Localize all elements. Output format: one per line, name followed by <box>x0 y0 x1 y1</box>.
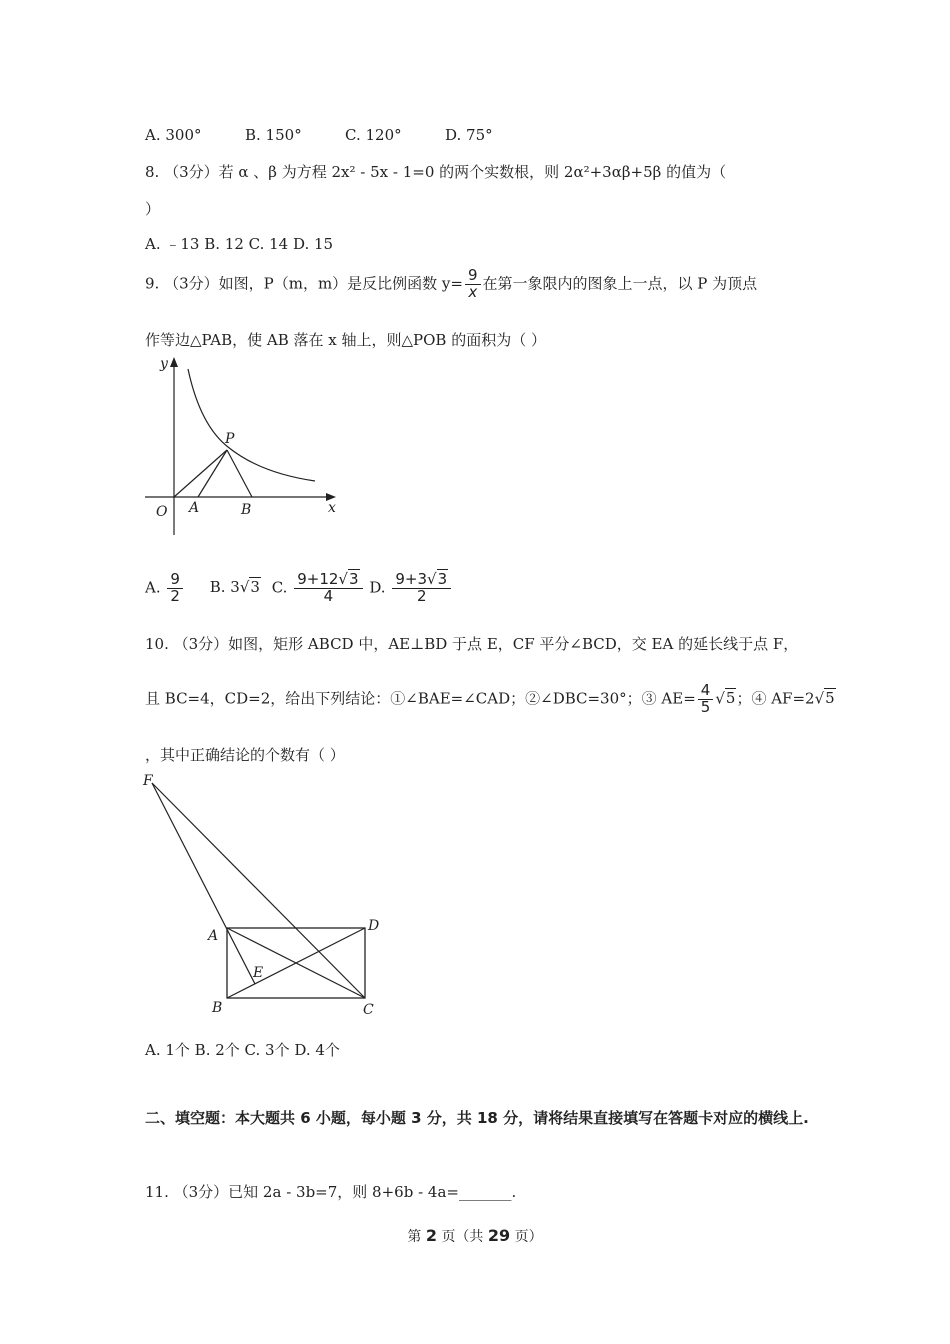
q10-options: A. 1个 B. 2个 C. 3个 D. 4个 <box>145 1041 340 1059</box>
footer-pre: 第 <box>407 1229 422 1245</box>
q8-stem-line1: 8. （3分）若 α 、β 为方程 2x² - 5x - 1=0 的两个实数根，则 2α²+3αβ+5β 的值为（ <box>145 163 727 181</box>
q9-stem-post: 在第一象限内的图象上一点，以 P 为顶点 <box>482 274 758 293</box>
q9-fraction <box>465 268 481 301</box>
q9-segment-op <box>174 450 227 497</box>
q10-label-a: A <box>208 928 219 944</box>
q9-opt-d-num-pre: 9+3 <box>395 570 428 588</box>
q9-label-y: y <box>160 356 168 372</box>
q9-label-x: x <box>328 500 336 516</box>
q10-stem-line1: 10. （3分）如图，矩形 ABCD 中，AE⊥BD 于点 E，CF 平分∠BCD，交 EA 的延长线于点 F， <box>145 635 799 653</box>
q10-label-e: E <box>253 965 264 981</box>
q9-opt-a-den: 2 <box>170 586 180 605</box>
q9-opt-a-label: A. <box>145 578 161 597</box>
q9-opt-b-rad: 3 <box>250 578 260 597</box>
q9-stem-line2: 作等边△PAB，使 AB 落在 x 轴上，则△POB 的面积为（ ） <box>145 331 546 349</box>
q8-stem-line2: ） <box>145 200 161 218</box>
q8-options: A. ﹣13 B. 12 C. 14 D. 15 <box>145 235 334 253</box>
q7-option-a: A. 300° <box>145 126 202 144</box>
q9-opt-c-num-pre: 9+12 <box>297 570 339 588</box>
q7-options <box>145 126 493 144</box>
q9-opt-c-frac: $\frac{9+12√3}{4}$ <box>294 572 362 605</box>
section2-title: 二、填空题：本大题共 6 小题，每小题 3 分，共 18 分，请将结果直接填写在答题卡对应的横线上. <box>145 1109 809 1127</box>
q9-opt-d-label: D. <box>369 578 386 597</box>
q9-label-o: O <box>156 504 168 520</box>
q10-rad-1: 5 <box>725 689 736 708</box>
q10-stem-line2-pre: 且 BC=4，CD=2，给出下列结论：①∠BAE=∠CAD；②∠DBC=30°；③ AE= <box>145 689 696 708</box>
q10-frac-den: 5 <box>700 697 711 716</box>
q9-opt-d-frac: $\frac{9+3√3}{2}$ <box>392 572 451 605</box>
q9-opt-c-num-rad: 3 <box>348 570 359 588</box>
q9-label-b: B <box>241 502 252 518</box>
q9-figure <box>140 355 350 540</box>
q9-y-arrow <box>170 357 178 367</box>
footer-mid: 页（共 <box>441 1229 484 1245</box>
q9-segment-bp <box>227 450 252 497</box>
q10-label-b: B <box>212 1000 223 1016</box>
q10-fraction <box>698 683 714 716</box>
q9-opt-c-label: C. <box>271 578 288 597</box>
q10-figure <box>140 770 390 1020</box>
q9-label-p: P <box>225 431 235 447</box>
q10-segment-fe <box>152 783 255 984</box>
footer-total-pages: 29 <box>487 1226 511 1245</box>
q7-option-c: C. 120° <box>345 126 402 144</box>
page-footer <box>0 1226 950 1246</box>
q9-opt-d-den: 2 <box>416 586 427 605</box>
q9-stem-pre: 9. （3分）如图，P（m，m）是反比例函数 y= <box>145 274 463 293</box>
q9-frac-num: 9 <box>465 268 481 285</box>
q9-opt-b-label: B. 3 <box>209 578 240 597</box>
q9-hyperbola <box>188 369 315 481</box>
footer-page-number: 2 <box>425 1226 437 1245</box>
q10-stem-line2: 且 BC=4，CD=2，给出下列结论：①∠BAE=∠CAD；②∠DBC=30°；③ AE= $\frac{4}{5}$ √5；④ AF=2√5 <box>145 681 835 716</box>
q9-opt-a-num: 9 <box>167 572 183 589</box>
q9-opt-c-den: 4 <box>323 586 334 605</box>
q10-stem-line3: ，其中正确结论的个数有（ ） <box>145 746 345 764</box>
q7-option-d: D. 75° <box>445 126 493 144</box>
q7-option-b: B. 150° <box>245 126 302 144</box>
q9-stem-line1 <box>145 268 757 301</box>
q10-rad-2: 5 <box>825 689 835 708</box>
q9-frac-den: x <box>468 282 478 301</box>
q9-label-a: A <box>189 500 200 516</box>
q10-stem-line2-mid: ；④ AF=2 <box>736 689 815 708</box>
q9-options: A. $\frac{9}{2}$ B. 3√3 C. $\frac{9+12√3}{4}$ D. $\frac{9+3√3}{2}$ <box>145 572 453 605</box>
q11-stem: 11. （3分）已知 2a - 3b=7，则 8+6b - 4a=_______. <box>145 1183 517 1201</box>
q9-opt-a-frac <box>167 572 183 605</box>
q9-segment-ap <box>198 450 227 497</box>
q10-label-f: F <box>143 773 153 789</box>
footer-post: 页） <box>514 1229 543 1245</box>
q10-label-c: C <box>363 1002 374 1018</box>
q9-opt-d-num-rad: 3 <box>437 570 448 588</box>
q10-label-d: D <box>368 918 380 934</box>
q10-frac-num: 4 <box>698 683 714 700</box>
